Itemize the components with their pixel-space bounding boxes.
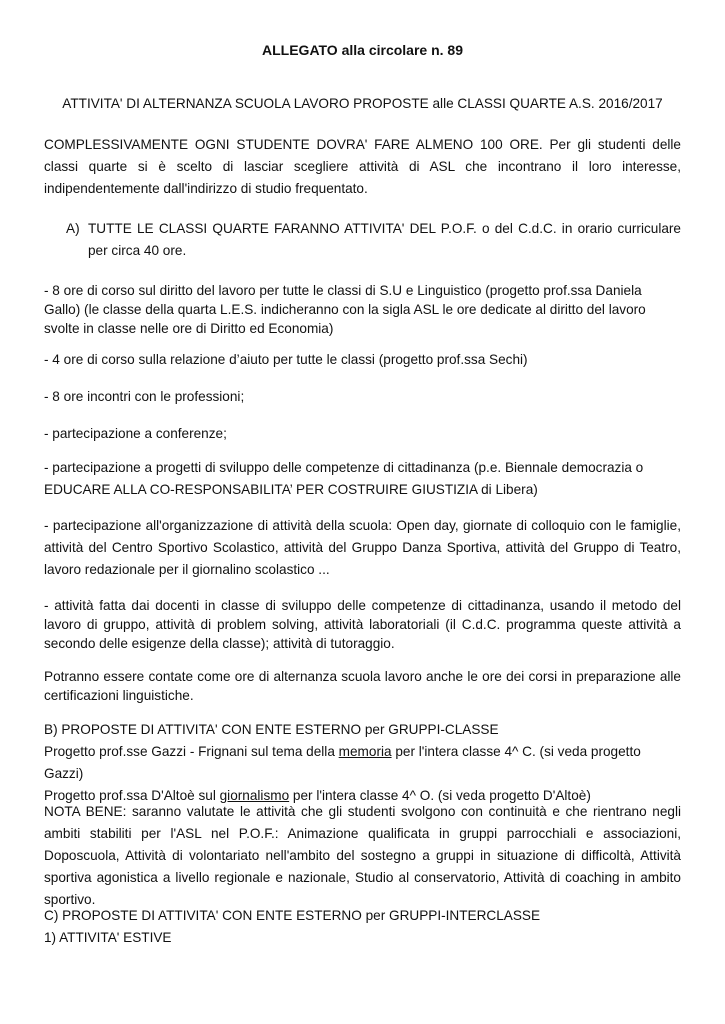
document-title: ALLEGATO alla circolare n. 89 [262, 42, 463, 58]
section-a-marker: A) [66, 221, 80, 236]
list-item: - 8 ore incontri con le professioni; [44, 389, 245, 404]
list-item: - attività fatta dai docenti in classe di sviluppo delle competenze di cittadinanza, usando il metodo del lavoro di gruppo, attività di problem solving, attività laboratoriali (il C.d.C. programma queste attività a secondo delle esigenze della classe); attività di tutoraggio. [44, 598, 681, 651]
list-item: - partecipazione all'organizzazione di attività della scuola: Open day, giornate di colloquio con le famiglie, attività del Centro Sportivo Scolastico, attività del Gruppo Danza Sportiva, attività del Gruppo di Teatro, lavoro redazionale per il giornalino scolastico ... [44, 518, 681, 577]
list-item: - 8 ore di corso sul diritto del lavoro per tutte le classi di S.U e Linguistico (progetto prof.ssa Daniela Gallo) (le classe della quarta L.E.S. indicheranno con la sigla ASL le ore dedicate al diritto del lavoro svolte in classe nelle ore di Diritto ed Economia) [44, 283, 646, 336]
section-c-sub-1: 1) ATTIVITA' ESTIVE [44, 930, 172, 945]
section-b-heading: B) PROPOSTE DI ATTIVITA' CON ENTE ESTERNO per GRUPPI-CLASSE [44, 722, 499, 737]
section-a-text: TUTTE LE CLASSI QUARTE FARANNO ATTIVITA' DEL P.O.F. o del C.d.C. in orario curriculare per circa 40 ore. [88, 221, 681, 258]
list-item: - 4 ore di corso sulla relazione d’aiuto per tutte le classi (progetto prof.ssa Sechi) [44, 352, 528, 367]
note-paragraph: Potranno essere contate come ore di alternanza scuola lavoro anche le ore dei corsi in preparazione alle certificazioni linguistiche. [44, 669, 681, 703]
document-subtitle: ATTIVITA' DI ALTERNANZA SCUOLA LAVORO PROPOSTE alle CLASSI QUARTE A.S. 2016/2017 [62, 96, 663, 111]
intro-paragraph: COMPLESSIVAMENTE OGNI STUDENTE DOVRA' FARE ALMENO 100 ORE. Per gli studenti delle classi quarte si è scelto di lasciar scegliere attività di ASL che incontrano il loro interesse, indipendentemente dall'indirizzo di studio frequentato. [44, 137, 681, 196]
section-a [44, 218, 681, 262]
section-b-line-1: Progetto prof.sse Gazzi - Frignani sul tema della memoria per l'intera classe 4^ C. (si veda progetto Gazzi) [44, 744, 641, 781]
underlined-term: memoria [338, 744, 392, 759]
section-c [44, 905, 681, 949]
nota-bene-paragraph: NOTA BENE: saranno valutate le attività che gli studenti svolgono con continuità e che rientrano negli ambiti stabiliti per l'ASL nel P.O.F.: Animazione qualificata in gruppi parrocchiali e associazioni, Doposcuola, Attività di volontariato nell'ambito del sostegno a gruppi in situazione di difficoltà, Attività sportiva agonistica a livello regionale e nazionale, Studio al conservatorio, Attività di coaching in ambito sportivo. [44, 804, 681, 907]
section-b-line-2: Progetto prof.ssa D'Altoè sul giornalismo per l'intera classe 4^ O. (si veda progetto D'Altoè) [44, 788, 591, 803]
section-c-heading: C) PROPOSTE DI ATTIVITA' CON ENTE ESTERNO per GRUPPI-INTERCLASSE [44, 908, 541, 923]
list-item: - partecipazione a conferenze; [44, 426, 227, 441]
underlined-term: giornalismo [219, 788, 290, 803]
list-item: - partecipazione a progetti di sviluppo delle competenze di cittadinanza (p.e. Biennale democrazia o EDUCARE ALLA CO-RESPONSABILITA’ PER COSTRUIRE GIUSTIZIA di Libera) [44, 460, 644, 497]
section-b [44, 719, 681, 807]
